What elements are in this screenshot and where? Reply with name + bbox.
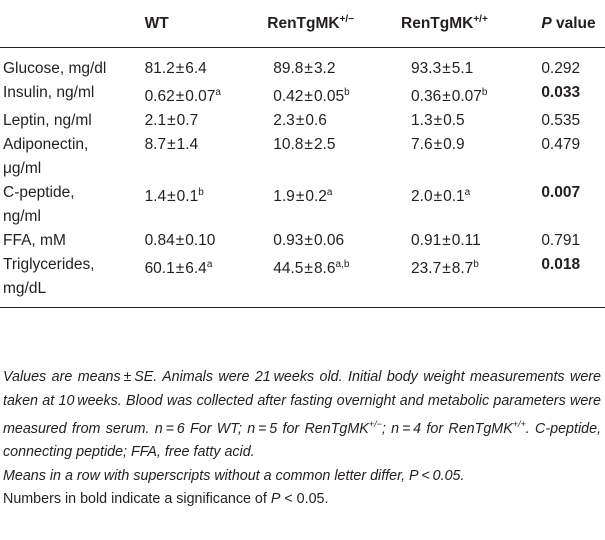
significance-superscript: b [473,259,479,271]
se-value: 6.4 [185,60,207,77]
mean-value: 7.6 [411,136,433,154]
row-label-line: ng/ml [3,208,41,226]
p-value-cell: 0.791 [541,232,581,250]
plus-minus-sign: ± [175,88,185,106]
plus-minus-sign: ± [433,112,443,130]
value-cell-wt [136,253,262,308]
row-label-line: Adiponectin, [3,136,89,154]
plus-minus-sign: ± [175,260,185,278]
mean-value: 2.3 [273,112,295,130]
value-cell-het [261,253,395,308]
se-value: 0.06 [313,232,345,250]
plus-minus-sign: ± [167,136,176,154]
table-row [0,109,605,133]
mean-value: 1.4 [144,188,167,206]
se-value: 0.11 [451,232,481,250]
p-value-cell: 0.535 [541,112,581,130]
value-cell-het [261,229,395,253]
table-body [0,48,605,308]
value-cell-wt [136,109,262,133]
se-value: 0.1 [176,188,199,206]
se-value: 0.9 [443,136,465,154]
mean-value: 10.8 [273,136,304,154]
value-cell-het [261,133,395,181]
row-label [0,48,136,82]
header-p-value: P value [541,0,605,48]
row-label-line: Insulin, ng/ml [3,84,95,101]
p-value-cell: 0.033 [541,84,581,101]
mean-value: 8.7 [144,136,167,154]
value-cell-wt [136,181,262,229]
plus-minus-sign: ± [442,232,451,250]
row-label-line: Triglycerides, [3,256,95,274]
footnote-bold: Numbers in bold indicate a significance of P < 0.05. [3,491,329,508]
plus-minus-sign: ± [442,88,451,106]
se-value: 3.2 [313,60,336,77]
row-label-line: C-peptide, [3,184,75,202]
se-value: 0.2 [305,188,327,206]
plus-minus-sign: ± [442,60,451,77]
value-cell-hom [395,81,541,109]
header-hom: RenTgMK+/+ [395,0,541,48]
plus-minus-sign: ± [167,112,176,130]
plus-minus-sign: ± [304,88,313,106]
plus-minus-sign: ± [175,60,185,77]
row-label-line: mg/dL [3,280,47,298]
mean-value: 81.2 [144,60,175,77]
row-label [0,81,136,109]
value-cell-wt [136,229,262,253]
mean-value: 89.8 [273,60,304,77]
significance-superscript: b [344,87,350,98]
row-label-line: Leptin, ng/ml [3,112,92,130]
se-value: 0.05 [313,88,345,106]
header-wt: WT [136,0,262,48]
value-cell-het [261,81,395,109]
row-label-line: μg/ml [3,160,42,178]
plus-minus-sign: ± [175,232,185,250]
footnote-superscripts: Means in a row with superscripts without a common letter differ, P < 0.05. [3,467,465,484]
plus-minus-sign: ± [167,188,176,206]
mean-value: 2.0 [411,188,433,206]
mean-value: 2.1 [144,112,167,130]
table-row [0,181,605,229]
se-value: 1.4 [176,136,199,154]
plus-minus-sign: ± [433,188,443,206]
header-het: RenTgMK+/− [261,0,395,48]
value-cell-het [261,181,395,229]
plus-minus-sign: ± [295,188,305,206]
mean-value: 0.91 [411,232,442,250]
se-value: 0.6 [305,112,327,130]
value-cell-wt [136,133,262,181]
plus-minus-sign: ± [304,60,313,77]
significance-superscript: a [206,259,213,271]
se-value: 0.07 [185,88,216,106]
row-label [0,109,136,133]
se-value: 0.7 [176,112,199,130]
se-value: 0.5 [443,112,465,130]
value-cell-het [261,48,395,82]
se-value: 0.07 [451,88,482,106]
significance-superscript: a,b [335,259,350,271]
table-row [0,133,605,181]
mean-value: 1.3 [411,112,433,130]
significance-superscript: b [481,87,488,98]
plus-minus-sign: ± [295,112,305,130]
table-row [0,81,605,109]
row-label [0,253,136,308]
footnote-methods: Values are means ± SE. Animals were 21 weeks old. Initial body weight measurements were taken at 10 weeks. Blood was collected after fasting overnight and metabolic parameters were measured from serum. n = 6 For WT; n = 5 for RenTgMK+/−; n = 4 for RenTgMK+/+. C-peptide, connecting peptide; FFA, free fatty acid. [3,369,601,461]
value-cell-hom [395,229,541,253]
value-cell-hom [395,109,541,133]
row-label-line: Glucose, mg/dl [3,60,107,77]
mean-value: 93.3 [411,60,442,77]
se-value: 5.1 [451,60,474,77]
value-cell-het [261,109,395,133]
se-value: 8.6 [313,260,336,278]
table-row [0,253,605,308]
mean-value: 1.9 [273,188,295,206]
mean-value: 0.84 [144,232,175,250]
se-value: 0.10 [185,232,216,250]
value-cell-hom [395,253,541,308]
table-row [0,48,605,82]
header-parameter [0,0,136,48]
mean-value: 23.7 [411,260,442,278]
mean-value: 44.5 [273,260,304,278]
se-value: 8.7 [451,260,474,278]
significance-superscript: b [198,187,204,199]
plus-minus-sign: ± [304,232,313,250]
table-row [0,229,605,253]
row-label [0,133,136,181]
table-footnotes [3,366,601,512]
value-cell-wt [136,48,262,82]
significance-superscript: a [326,187,333,199]
plus-minus-sign: ± [433,136,443,154]
value-cell-hom [395,48,541,82]
table-header-row [0,0,605,48]
se-value: 0.1 [443,188,465,206]
p-value-cell: 0.479 [541,136,581,154]
value-cell-wt [136,81,262,109]
row-label [0,181,136,229]
p-value-cell: 0.292 [541,60,581,77]
value-cell-hom [395,133,541,181]
significance-superscript: a [215,87,221,98]
row-label-line: FFA, mM [3,232,66,250]
mean-value: 0.42 [273,88,304,106]
p-value-cell: 0.007 [541,184,581,202]
mean-value: 60.1 [144,260,175,278]
significance-superscript: a [464,187,471,199]
plus-minus-sign: ± [442,260,451,278]
mean-value: 0.62 [144,88,175,106]
value-cell-hom [395,181,541,229]
mean-value: 0.36 [411,88,442,106]
p-value-cell: 0.018 [541,256,581,274]
mean-value: 0.93 [273,232,304,250]
se-value: 6.4 [185,260,207,278]
row-label [0,229,136,253]
se-value: 2.5 [313,136,336,154]
plus-minus-sign: ± [304,260,313,278]
plus-minus-sign: ± [304,136,313,154]
